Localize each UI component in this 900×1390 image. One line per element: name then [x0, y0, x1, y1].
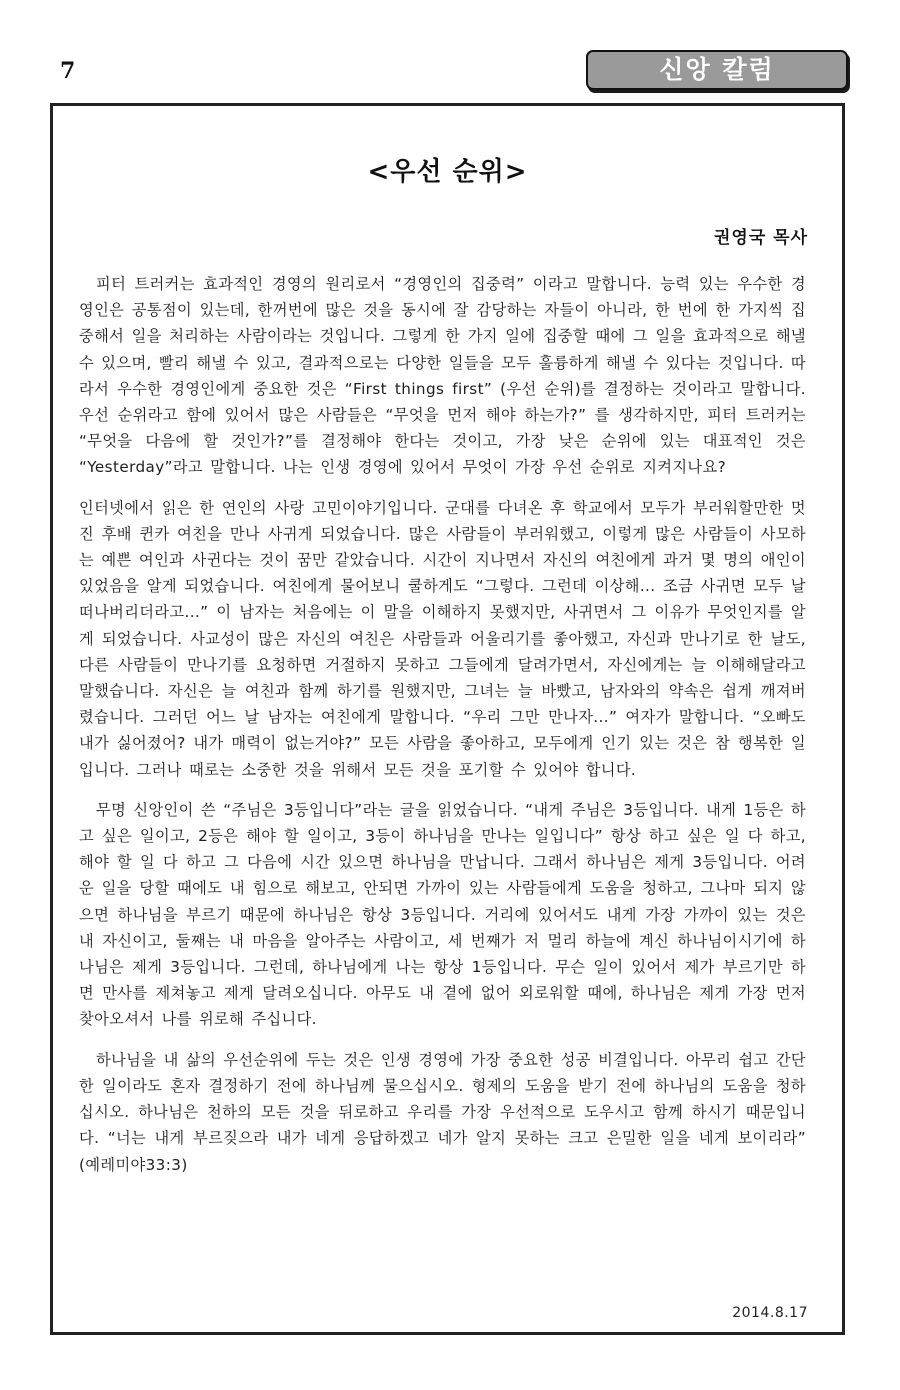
section-title-tab: 신앙 칼럼 — [586, 50, 848, 90]
article-box — [50, 103, 845, 1335]
paragraph-4: 하나님을 내 삶의 우선순위에 두는 것은 인생 경영에 가장 중요한 성공 비결입니다. 아무리 쉽고 간단한 일이라도 혼자 결정하기 전에 하나님께 물으십시오. 형제의 도움을 받기 전에 하나님의 도움을 청하십시오. 하나님은 천하의 모든 것을 뒤로하고 우리를 가장 우선적으로 도우시고 함께 하시기 때문입니다. “너는 내게 부르짖으라 내가 네게 응답하겠고 네가 알지 못하는 크고 은밀한 일을 네게 보이리라” (예레미야33:3) — [79, 1050, 806, 1174]
paragraph-1: 피터 트러커는 효과적인 경영의 원리로서 “경영인의 집중력” 이라고 말합니다. 능력 있는 우수한 경영인은 공통점이 있는데, 한꺼번에 많은 것을 동시에 잘 감당하는 자들이 아니라, 한 번에 한 가지씩 집중해서 일을 처리하는 사람이라는 것입니다. 그렇게 한 가지 일에 집중할 때에 그 일을 효과적으로 해낼 수 있으며, 빨리 해낼 수 있고, 결과적으로는 다양한 일들을 모두 훌륭하게 해낼 수 있다는 것입니다. 따라서 우수한 경영인에게 중요한 것은 “First things first” (우선 순위)를 결정하는 것이라고 말합니다. 우선 순위라고 함에 있어서 많은 사람들은 “무엇을 먼저 해야 하는가?” 를 생각하지만, 피터 트러커는 “무엇을 다음에 할 것인가?”를 결정해야 한다는 것이고, 가장 낮은 순위에 있는 대표적인 것은 “Yesterday”라고 말합니다. 나는 인생 경영에 있어서 무엇이 가장 우선 순위로 지켜지나요? — [79, 275, 806, 477]
article-date: 2014.8.17 — [732, 1305, 808, 1321]
article-title: <우선 순위> — [367, 157, 528, 187]
page-number: 7 — [60, 58, 76, 84]
article-author: 권영국 목사 — [713, 228, 808, 248]
article-body — [79, 271, 806, 1192]
paragraph-3: 무명 신앙인이 쓴 “주님은 3등입니다”라는 글을 읽었습니다. “내게 주님은 3등입니다. 내게 1등은 하고 싶은 일이고, 2등은 해야 할 일이고, 3등이 하나님을 만나는 일입니다” 항상 하고 싶은 일 다 하고, 해야 할 일 다 하고 그 다음에 시간 있으면 하나님을 만납니다. 그래서 하나님은 제게 3등입니다. 어려운 일을 당할 때에도 내 힘으로 해보고, 안되면 가까이 있는 사람들에게 도움을 청하고, 그나마 되지 않으면 하나님을 부르기 때문에 하나님은 항상 3등입니다. 거리에 있어서도 내게 가장 가까이 있는 것은 내 자신이고, 둘째는 내 마음을 알아주는 사람이고, 세 번째가 저 멀리 하늘에 계신 하나님이시기에 하나님은 제게 3등입니다. 그런데, 하나님에게 나는 항상 1등입니다. 무슨 일이 있어서 제가 부르기만 하면 만사를 제쳐놓고 제게 달려오십니다. 아무도 내 곁에 없어 외로워할 때에, 하나님은 제게 가장 먼저 찾아오셔서 나를 위로해 주십니다. — [79, 800, 806, 1029]
paragraph-2: 인터넷에서 읽은 한 연인의 사랑 고민이야기입니다. 군대를 다녀온 후 학교에서 모두가 부러워할만한 멋진 후배 퀸카 여친을 만나 사귀게 되었습니다. 많은 사람들이 부러워했고, 이렇게 많은 사람들이 사모하는 예쁜 여인과 사귄다는 것이 꿈만 같았습니다. 시간이 지나면서 자신의 여친에게 과거 몇 명의 애인이 있었음을 알게 되었습니다. 여친에게 물어보니 쿨하게도 “그렇다. 그런데 이상해... 조금 사귀면 모두 날 떠나버리더라고...” 이 남자는 처음에는 이 말을 이해하지 못했지만, 사귀면서 그 이유가 무엇인지를 알게 되었습니다. 사교성이 많은 자신의 여친은 사람들과 어울리기를 좋아했고, 자신과 만나기로 한 날도, 다른 사람들이 만나기를 요청하면 거절하지 못하고 그들에게 달려가면서, 자신에게는 늘 이해해달라고 말했습니다. 자신은 늘 여친과 함께 하기를 원했지만, 그녀는 늘 바빴고, 남자와의 약속은 쉽게 깨져버렸습니다. 그러던 어느 날 남자는 여친에게 말합니다. “우리 그만 만나자...” 여자가 말합니다. “오빠도 내가 싫어졌어? 내가 매력이 없는거야?” 모든 사람을 좋아하고, 모두에게 인기 있는 것은 참 행복한 일입니다. 그러나 때로는 소중한 것을 위해서 모든 것을 포기할 수 있어야 합니다. — [79, 498, 806, 779]
